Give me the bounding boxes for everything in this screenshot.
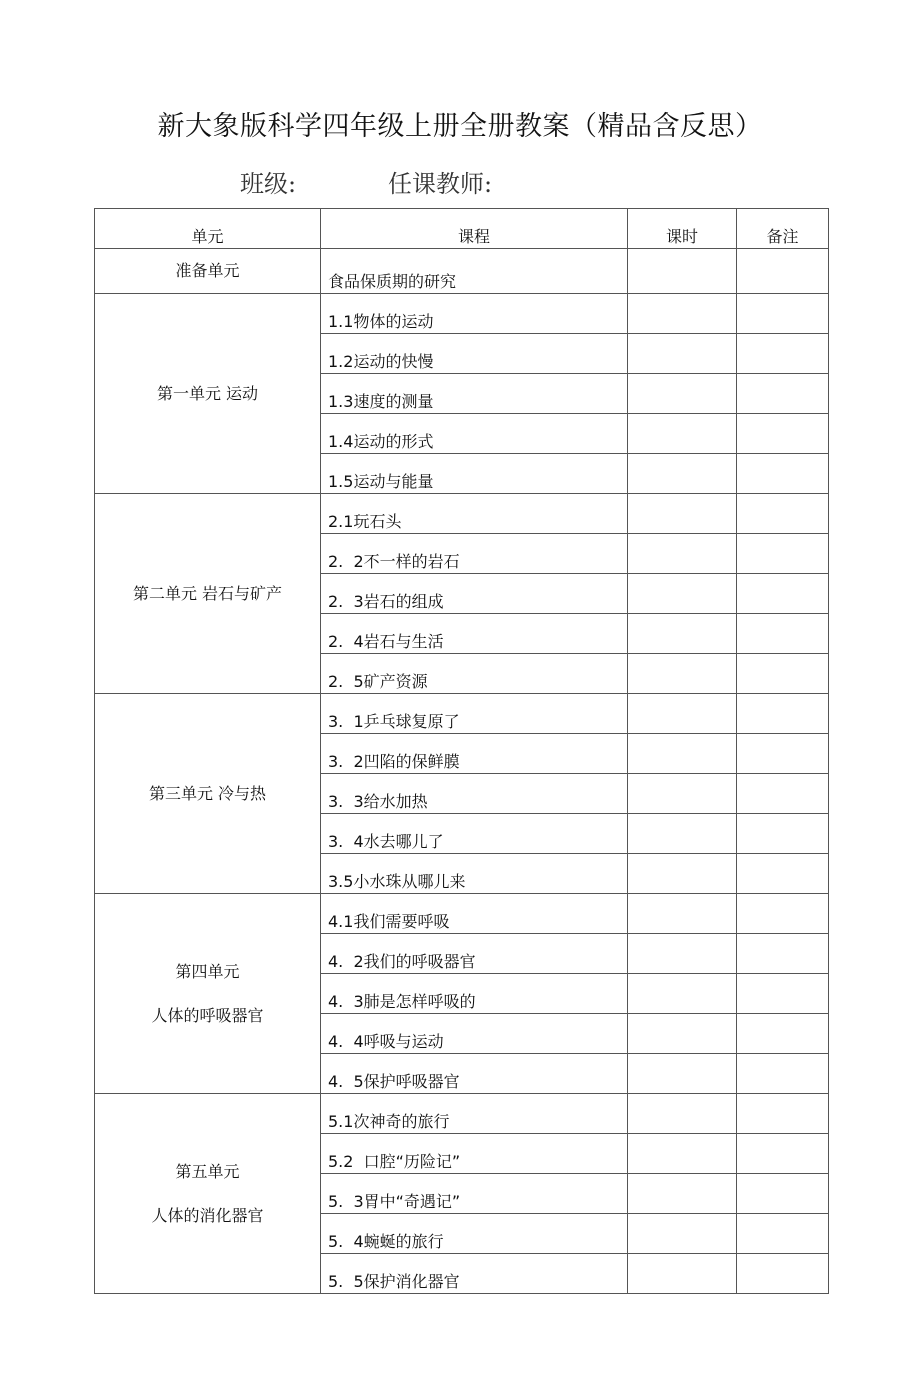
course-cell: 2. 2不一样的岩石 — [321, 534, 628, 574]
course-cell: 1.4运动的形式 — [321, 414, 628, 454]
hours-cell — [628, 974, 737, 1014]
header-hours: 课时 — [628, 209, 737, 249]
hours-cell — [628, 1254, 737, 1294]
teacher-label: 任课教师: — [388, 170, 493, 198]
hours-cell — [628, 414, 737, 454]
course-cell: 2. 5矿产资源 — [321, 654, 628, 694]
notes-cell — [737, 454, 829, 494]
unit-cell — [95, 894, 321, 1094]
unit-name: 第四单元 — [175, 961, 240, 981]
course-cell: 2. 3岩石的组成 — [321, 574, 628, 614]
curriculum-table — [94, 208, 829, 1294]
course-cell: 3.5小水珠从哪儿来 — [321, 854, 628, 894]
table-row — [95, 894, 829, 934]
course-cell: 3. 4水去哪儿了 — [321, 814, 628, 854]
unit-name: 第五单元 — [175, 1161, 240, 1181]
notes-cell — [737, 774, 829, 814]
unit-name: 人体的呼吸器官 — [151, 1005, 264, 1025]
notes-cell — [737, 1254, 829, 1294]
hours-cell — [628, 654, 737, 694]
course-cell: 4. 4呼吸与运动 — [321, 1014, 628, 1054]
hours-cell — [628, 374, 737, 414]
notes-cell — [737, 854, 829, 894]
hours-cell — [628, 1054, 737, 1094]
hours-cell — [628, 814, 737, 854]
unit-cell — [95, 1094, 321, 1294]
course-cell: 5. 3胃中“奇遇记” — [321, 1174, 628, 1214]
hours-cell — [628, 1134, 737, 1174]
course-cell: 2.1玩石头 — [321, 494, 628, 534]
notes-cell — [737, 1054, 829, 1094]
notes-cell — [737, 494, 829, 534]
table-row — [95, 249, 829, 294]
table-row — [95, 494, 829, 534]
course-cell: 3. 2凹陷的保鲜膜 — [321, 734, 628, 774]
notes-cell — [737, 614, 829, 654]
hours-cell — [628, 334, 737, 374]
unit-cell — [95, 249, 321, 294]
unit-cell — [95, 494, 321, 694]
course-cell: 2. 4岩石与生活 — [321, 614, 628, 654]
notes-cell — [737, 894, 829, 934]
notes-cell — [737, 1094, 829, 1134]
notes-cell — [737, 1174, 829, 1214]
course-cell: 4. 5保护呼吸器官 — [321, 1054, 628, 1094]
unit-cell — [95, 694, 321, 894]
table-row — [95, 1094, 829, 1134]
course-cell: 1.3速度的测量 — [321, 374, 628, 414]
unit-name: 第二单元 岩石与矿产 — [132, 583, 283, 603]
header-course: 课程 — [321, 209, 628, 249]
table-row — [95, 694, 829, 734]
hours-cell — [628, 574, 737, 614]
notes-cell — [737, 294, 829, 334]
hours-cell — [628, 894, 737, 934]
unit-name: 第三单元 冷与热 — [148, 783, 267, 803]
hours-cell — [628, 1214, 737, 1254]
notes-cell — [737, 1014, 829, 1054]
course-cell: 4. 2我们的呼吸器官 — [321, 934, 628, 974]
course-cell: 1.1物体的运动 — [321, 294, 628, 334]
notes-cell — [737, 654, 829, 694]
hours-cell — [628, 494, 737, 534]
hours-cell — [628, 1174, 737, 1214]
notes-cell — [737, 1214, 829, 1254]
course-cell: 5. 4蜿蜒的旅行 — [321, 1214, 628, 1254]
notes-cell — [737, 974, 829, 1014]
notes-cell — [737, 249, 829, 294]
hours-cell — [628, 614, 737, 654]
unit-name: 人体的消化器官 — [151, 1205, 264, 1225]
course-cell: 1.5运动与能量 — [321, 454, 628, 494]
hours-cell — [628, 249, 737, 294]
course-cell: 5.1次神奇的旅行 — [321, 1094, 628, 1134]
hours-cell — [628, 1014, 737, 1054]
table-row — [95, 294, 829, 334]
hours-cell — [628, 854, 737, 894]
hours-cell — [628, 694, 737, 734]
course-cell: 食品保质期的研究 — [321, 249, 628, 294]
course-cell: 1.2运动的快慢 — [321, 334, 628, 374]
course-cell: 4. 3肺是怎样呼吸的 — [321, 974, 628, 1014]
notes-cell — [737, 574, 829, 614]
course-cell: 3. 3给水加热 — [321, 774, 628, 814]
header-notes: 备注 — [737, 209, 829, 249]
notes-cell — [737, 934, 829, 974]
table-header-row — [95, 209, 829, 249]
notes-cell — [737, 814, 829, 854]
notes-cell — [737, 734, 829, 774]
class-label: 班级: — [240, 170, 297, 198]
notes-cell — [737, 694, 829, 734]
table-body — [95, 249, 829, 1294]
notes-cell — [737, 414, 829, 454]
course-cell: 5.2 口腔“历险记” — [321, 1134, 628, 1174]
document-title: 新大象版科学四年级上册全册教案（精品含反思） — [157, 111, 763, 142]
course-cell: 3. 1乒乓球复原了 — [321, 694, 628, 734]
hours-cell — [628, 454, 737, 494]
notes-cell — [737, 374, 829, 414]
course-cell: 5. 5保护消化器官 — [321, 1254, 628, 1294]
hours-cell — [628, 534, 737, 574]
notes-cell — [737, 534, 829, 574]
hours-cell — [628, 734, 737, 774]
course-cell: 4.1我们需要呼吸 — [321, 894, 628, 934]
notes-cell — [737, 1134, 829, 1174]
unit-cell — [95, 294, 321, 494]
header-unit: 单元 — [95, 209, 321, 249]
notes-cell — [737, 334, 829, 374]
hours-cell — [628, 1094, 737, 1134]
hours-cell — [628, 294, 737, 334]
hours-cell — [628, 774, 737, 814]
unit-name: 准备单元 — [175, 261, 240, 280]
unit-name: 第一单元 运动 — [156, 383, 259, 403]
hours-cell — [628, 934, 737, 974]
